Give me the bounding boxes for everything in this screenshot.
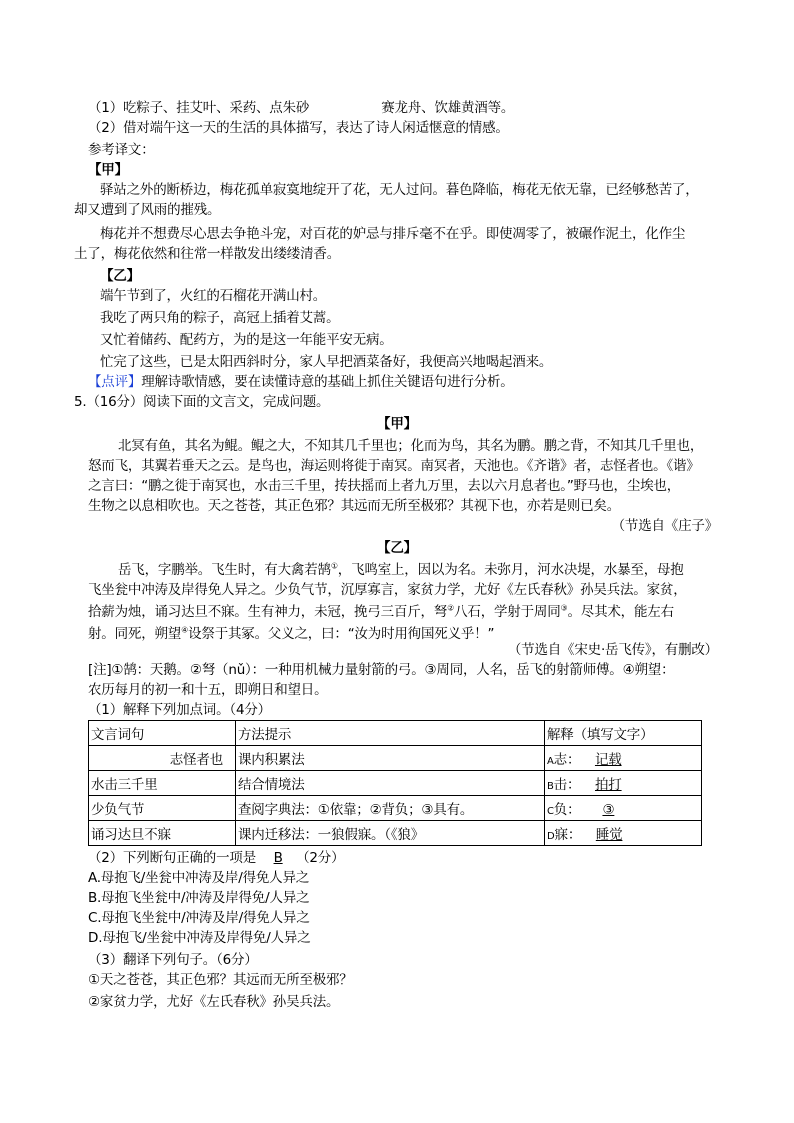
table-row xyxy=(89,821,702,846)
text: 岳飞，字鹏举。飞生时，有大禽若鹄 xyxy=(118,562,331,578)
translate-item-1: ①天之苍苍，其正色邪？其远而无所至极邪？ xyxy=(88,972,353,988)
notes-line2: 农历每月的初一和十五，即朔日和望日。 xyxy=(88,682,328,698)
footnote-4: ④ xyxy=(181,625,189,635)
answer-label: B xyxy=(547,781,554,792)
text: （2分） xyxy=(296,850,345,866)
text: 拾薪为烛，诵习达旦不寐。生有神力，未冠，挽弓三百斤，弩 xyxy=(88,604,448,620)
comment-tag: 【点评】 xyxy=(88,374,142,390)
method-cell: 课内积累法 xyxy=(236,746,545,771)
table-header: 文言词句 xyxy=(89,721,236,746)
method-cell: 课内迁移法：一狼假寐。（《狼》 xyxy=(236,821,545,846)
comment-line xyxy=(88,372,734,392)
question-5-title: 5.（16分）阅读下面的文言文，完成问题。 xyxy=(74,394,330,410)
answer-word: 寐： xyxy=(554,827,582,843)
phrase-cell: 诵习达旦不寐 xyxy=(89,821,236,846)
answer-1-part-b: 赛龙舟、饮雄黄酒等。 xyxy=(381,100,515,116)
answer-line-2: （2）借对端午这一天的生活的具体描写，表达了诗人闲适惬意的情感。 xyxy=(88,120,509,136)
answer-fill: 睡觉 xyxy=(595,827,623,843)
footnote-1: ① xyxy=(330,561,338,571)
phrase-cell: 水击三千里 xyxy=(89,771,236,796)
passage-jia-line4: 生物之以息相吹也。天之苍苍，其正色邪？其远而无所至极邪？其视下也，亦若是则已矣。 xyxy=(88,498,620,514)
translation-jia-p2-line2: 土了，梅花依然和往常一样散发出缕缕清香。 xyxy=(74,246,340,262)
text: 设祭于其冢。父义之，曰：“汝为时用徇国死义乎！” xyxy=(188,626,495,642)
table-header: 方法提示 xyxy=(236,721,545,746)
phrase-cell: 少负气节 xyxy=(89,796,236,821)
option-c: C.母抱飞坐瓮中/冲涛及岸/得免人异之 xyxy=(88,910,310,926)
passage-jia-line1: 北冥有鱼，其名为鲲。鲲之大，不知其几千里也；化而为鸟，其名为鹏。鹏之背，不知其几千里也， xyxy=(118,438,704,454)
vocabulary-table xyxy=(88,720,702,846)
footnote-3: ③ xyxy=(560,603,568,613)
reference-translation-label: 参考译文： xyxy=(88,142,155,158)
answer-1-part-a: （1）吃粽子、挂艾叶、采药、点朱砂 xyxy=(88,100,310,116)
answer-word: 击： xyxy=(553,777,581,793)
table-header: 解释（填写文字） xyxy=(545,721,702,746)
method-cell: 查阅字典法：①依靠；②背负；③具有。 xyxy=(236,796,545,821)
answer-fill: 记载 xyxy=(594,752,622,768)
text: 。尽其术，能左右 xyxy=(567,604,674,620)
footnote-2: ② xyxy=(447,603,455,613)
answer-word: 志： xyxy=(553,752,581,768)
passage-jia-line3: 之言曰：“鹏之徙于南冥也，水击三千里，抟扶摇而上者九万里，去以六月息者也。”野马也，尘埃也， xyxy=(88,478,681,494)
passage-yi-line2: 飞坐瓮中冲涛及岸得免人异之。少负气节，沉厚寡言，家贫力学，尤好《左氏春秋》孙吴兵法。家贫， xyxy=(88,582,687,598)
answer-cell xyxy=(545,771,702,796)
translation-yi-line4: 忙完了这些，已是太阳西斜时分，家人早把酒菜备好，我便高兴地喝起酒来。 xyxy=(100,354,553,370)
translation-yi-line1: 端午节到了，火红的石榴花开满山村。 xyxy=(100,288,327,304)
sub-question-3-title: （3）翻译下列句子。（6分） xyxy=(88,952,258,968)
text: 射。同死，朔望 xyxy=(88,626,182,642)
answer-label: C xyxy=(547,806,554,817)
text: （2）下列断句正确的一项是 xyxy=(88,850,256,866)
table-row xyxy=(89,771,702,796)
sub-question-1-title: （1）解释下列加点词。（4分） xyxy=(88,702,271,718)
answer-label: D xyxy=(547,831,555,842)
passage-jia-source: （节选自《庄子》 xyxy=(611,518,718,534)
comment-text: 理解诗歌情感，要在读懂诗意的基础上抓住关键语句进行分析。 xyxy=(141,374,514,390)
passage-jia-heading: 【甲】 xyxy=(377,416,417,432)
passage-yi-line1 xyxy=(118,560,764,580)
phrase-cell: 志怪者也 xyxy=(89,746,236,771)
text: 八石，学射于周同 xyxy=(454,604,561,620)
table-header-row xyxy=(89,721,702,746)
sub-question-2-title xyxy=(88,848,734,868)
answer-word: 负： xyxy=(553,802,581,818)
option-a: A.母抱飞/坐瓮中冲涛及岸/得免人异之 xyxy=(88,870,310,886)
answer-fill: 拍打 xyxy=(594,777,622,793)
passage-yi-source: （节选自《宋史·岳飞传》，有删改） xyxy=(507,642,718,658)
translation-yi-line2: 我吃了两只角的粽子，高冠上插着艾蒿。 xyxy=(100,310,340,326)
answer-cell xyxy=(545,796,702,821)
method-cell: 结合情境法 xyxy=(236,771,545,796)
answer-cell xyxy=(545,821,702,846)
translation-jia-heading: 【甲】 xyxy=(88,162,128,178)
notes-line1: [注]①鹄：天鹅。②弩（nǔ）：一种用机械力量射箭的弓。③周同，人名，岳飞的射箭师傅。④朔望： xyxy=(88,662,675,678)
translation-jia-p2-line1: 梅花并不想费尽心思去争艳斗宠，对百花的妒忌与排斥毫不在乎。即使凋零了，被碾作泥土，化作尘 xyxy=(100,226,686,242)
table-row xyxy=(89,796,702,821)
answer-cell xyxy=(545,746,702,771)
answer-label: A xyxy=(547,756,554,767)
passage-yi-line3 xyxy=(88,602,734,622)
translation-yi-line3: 又忙着储药、配药方，为的是这一年能平安无病。 xyxy=(100,332,393,348)
translate-item-2: ②家贫力学，尤好《左氏春秋》孙吴兵法。 xyxy=(88,994,340,1010)
passage-yi-heading: 【乙】 xyxy=(377,540,417,556)
passage-jia-line2: 怒而飞，其翼若垂天之云。是鸟也，海运则将徙于南冥。南冥者，天池也。《齐谐》者，志怪者也。《谐》 xyxy=(88,458,700,474)
option-d: D.母抱飞/坐瓮中冲涛及岸得免/人异之 xyxy=(88,930,311,946)
translation-jia-p1-line2: 却又遭到了风雨的摧残。 xyxy=(74,202,221,218)
text: ，飞鸣室上，因以为名。未弥月，河水决堤，水暴至，母抱 xyxy=(337,562,684,578)
translation-yi-heading: 【乙】 xyxy=(100,268,140,284)
table-row xyxy=(89,746,702,771)
option-b: B.母抱飞坐瓮中/冲涛及岸得免/人异之 xyxy=(88,890,310,906)
answer-fill: ③ xyxy=(602,802,615,818)
translation-jia-p1-line1: 驿站之外的断桥边，梅花孤单寂寞地绽开了花，无人过问。暮色降临，梅花无依无靠，已经够愁苦了， xyxy=(100,182,699,198)
sub-question-2-answer: B xyxy=(273,850,283,866)
answer-line-1 xyxy=(88,98,734,118)
